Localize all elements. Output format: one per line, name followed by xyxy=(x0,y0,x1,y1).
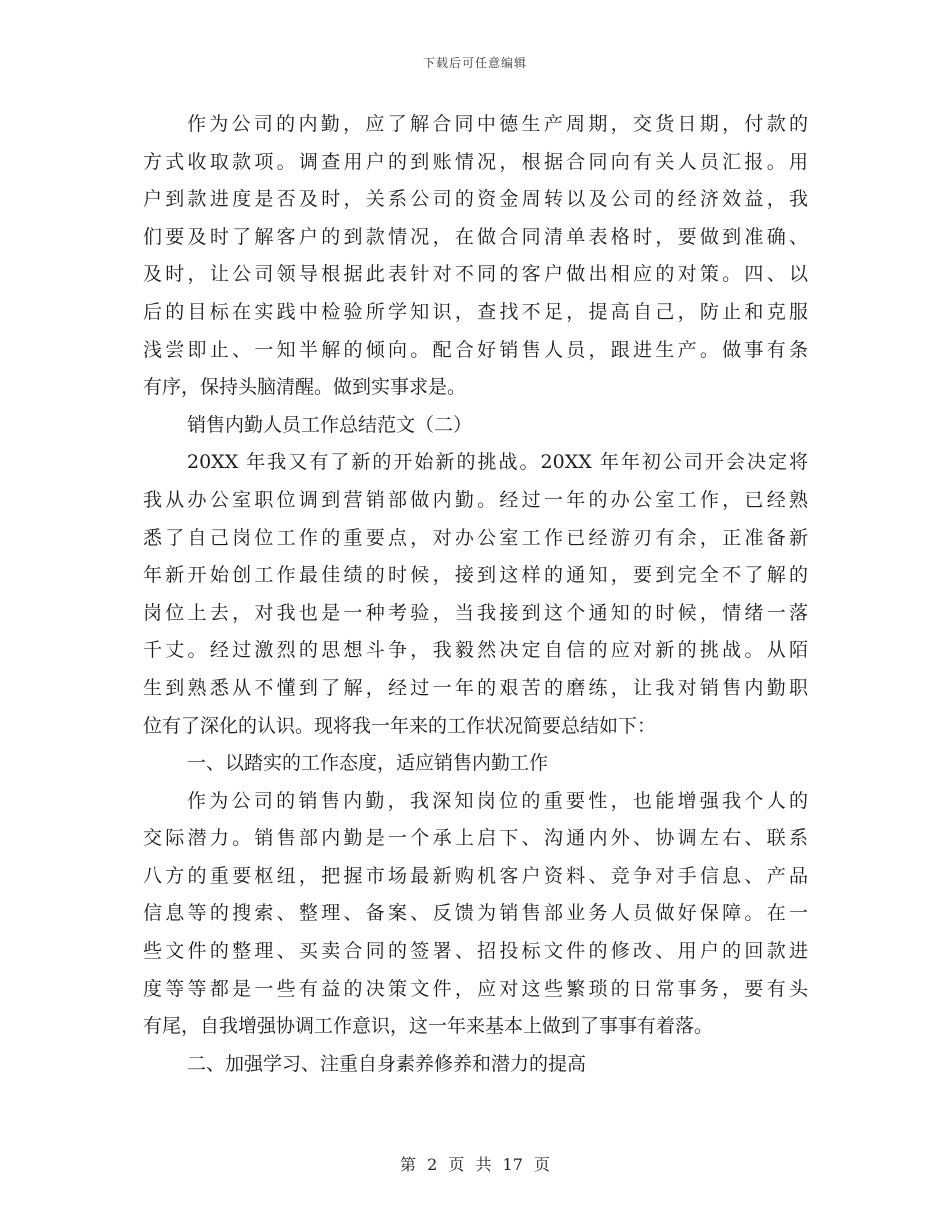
paragraph-line: 岗位上去，对我也是一种考验，当我接到这个通知的时候，情绪一落 xyxy=(143,601,808,624)
document-body xyxy=(143,106,808,1083)
paragraph-line: 浅尝即止、一知半解的倾向。配合好销售人员，跟进生产。做事有条 xyxy=(143,338,808,361)
paragraph-line: 户到款进度是否及时，关系公司的资金周转以及公司的经济效益，我 xyxy=(143,188,808,211)
paragraph-line: 度等等都是一些有益的决策文件，应对这些繁琐的日常事务，要有头 xyxy=(143,977,808,1000)
paragraph-line: 八方的重要枢纽，把握市场最新购机客户资料、竞争对手信息、产品 xyxy=(143,864,808,887)
paragraph-line: 位有了深化的认识。现将我一年来的工作状况简要总结如下： xyxy=(143,714,657,737)
paragraph-line: 有尾，自我增强协调工作意识，这一年来基本上做到了事事有着落。 xyxy=(143,1015,714,1038)
paragraph-line: 信息等的搜索、整理、备案、反馈为销售部业务人员做好保障。在一 xyxy=(143,902,808,925)
paragraph-line: 生到熟悉从不懂到了解，经过一年的艰苦的磨练，让我对销售内勤职 xyxy=(143,676,808,699)
page-number: 第 2 页 共 17 页 xyxy=(400,1155,550,1174)
section-heading: 二、加强学习、注重自身素养修养和潜力的提高 xyxy=(187,1052,587,1075)
section-heading: 一、以踏实的工作态度，适应销售内勤工作 xyxy=(187,752,549,775)
paragraph-line: 有序，保持头脑清醒。做到实事求是。 xyxy=(143,376,467,399)
page-header: 下载后可任意编辑 xyxy=(422,56,527,70)
paragraph-line: 千丈。经过激烈的思想斗争，我毅然决定自信的应对新的挑战。从陌 xyxy=(143,639,808,662)
paragraph-line: 后的目标在实践中检验所学知识，查找不足，提高自己，防止和克服 xyxy=(143,300,808,323)
paragraph-line: 交际潜力。销售部内勤是一个承上启下、沟通内外、协调左右、联系 xyxy=(143,827,808,850)
paragraph-line: 年新开始创工作最佳绩的时候，接到这样的通知，要到完全不了解的 xyxy=(143,564,808,587)
paragraph-line: 悉了自己岗位工作的重要点，对办公室工作已经游刃有余，正准备新 xyxy=(143,526,808,549)
paragraph-line: 作为公司的内勤，应了解合同中德生产周期，交货日期，付款的 xyxy=(187,113,808,135)
paragraph-line: 些文件的整理、买卖合同的签署、招投标文件的修改、用户的回款进 xyxy=(143,940,808,963)
paragraph-line: 20XX 年我又有了新的开始新的挑战。20XX 年年初公司开会决定将 xyxy=(187,451,808,474)
paragraph-line: 们要及时了解客户的到款情况，在做合同清单表格时，要做到准确、 xyxy=(143,225,808,248)
paragraph-line: 作为公司的销售内勤，我深知岗位的重要性，也能增强我个人的 xyxy=(187,789,808,812)
paragraph-line: 我从办公室职位调到营销部做内勤。经过一年的办公室工作，已经熟 xyxy=(143,488,808,511)
section-title: 销售内勤人员工作总结范文（二） xyxy=(187,413,473,436)
paragraph-line: 方式收取款项。调查用户的到账情况，根据合同向有关人员汇报。用 xyxy=(143,150,808,173)
paragraph-line: 及时，让公司领导根据此表针对不同的客户做出相应的对策。四、以 xyxy=(143,263,808,286)
